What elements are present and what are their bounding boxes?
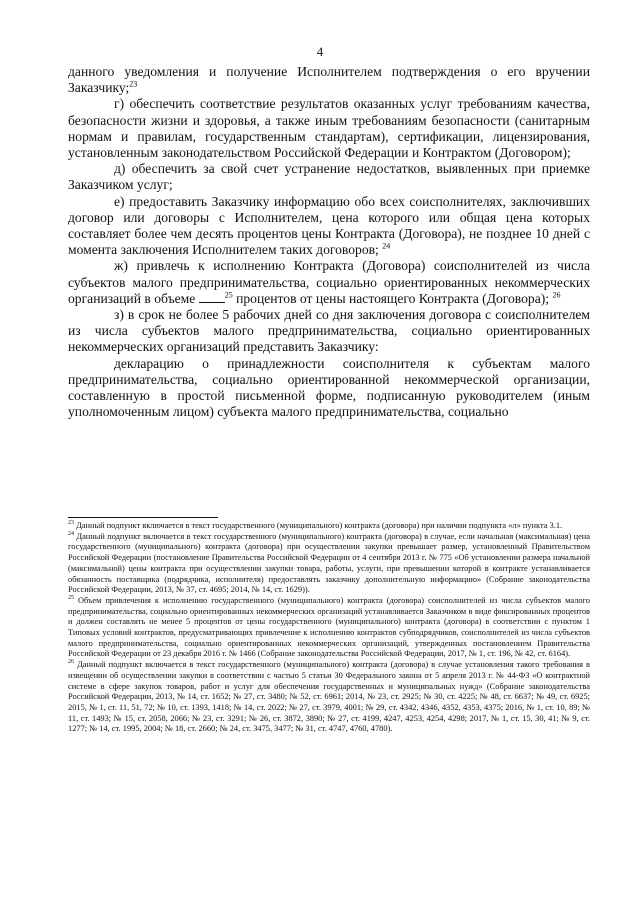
footnotes [68, 521, 590, 735]
paragraph-declaration: декларацию о принадлежности соисполнителя к субъектам малого предпринимательства, социально ориентированной некоммерческой организации, составленную в простой письменной форме, подписанную руководителем (иным уполномоченным лицом) субъекта малого предпринимательства, социально [68, 355, 590, 420]
blank-field [199, 292, 225, 303]
footnote-24: $^{24}$ Данный подпункт включается в текст государственного (муниципального) контракта (договора) в случае, если начальная (максимальная) цена государственного (муниципального) контракта (договора) при осуществлении закупки превышает размер, установленный Правительством Российской Федерации (постановление Правительства Российской Федерации от 4 сентября 2013 г. № 775 «Об установлении размера начальной (максимальной) цены контракта при осуществлении закупки товара, работы, услуги, при превышении которой в контракте устанавливается обязанность поставщика (подрядчика, исполнителя) предоставлять заказчику дополнительную информацию» (Собрание законодательства Российской Федерации, 2013, № 37, ст. 4695; 2014, № 14, ст. 1629)). [68, 530, 591, 595]
footnote-26: $^{26}$ Данный подпункт включается в текст государственного (муниципального) контракта (договора) в случае установления такого требования в извещении об осуществлении закупки в соответствии с частью 5 статьи 30 Федерального закона от 5 апреля 2013 г. № 44-ФЗ «О контрактной системе в сфере закупок товаров, работ и услуг для обеспечения государственных и муниципальных нужд» (Собрание законодательства Российской Федерации, 2013, № 14, ст. 1652; № 27, ст. 3480; № 52, ст. 6961; 2014, № 23, ст. 2925; № 30, ст. 4225; № 48, ст. 6637; № 49, ст. 6925; 2015, № 1, ст. 11, 51, 72; № 10, ст. 1393, 1418; № 14, ст. 2022; № 27, ст. 3979, 4001; № 29, ст. 4342, 4346, 4352, 4353, 4375; 2016, № 1, ст. 10, 89; № 11, ст. 1493; № 15, ст. 2058, 2066; № 23, ст. 3291; № 26, ст. 3872, 3890; № 27, ст. 4199, 4247, 4253, 4254, 4298; 2017, № 1, ст. 15, 30, 41; № 9, ст. 1277; № 14, ст. 1995, 2004; № 18, ст. 2660; № 24, ст. 3475, 3477; № 31, ст. 4747, 4760, 4780). [68, 659, 590, 734]
paragraph-d: д) обеспечить за свой счет устранение недостатков, выявленных при приемке Заказчиком услуг; [68, 161, 590, 193]
footnote-ref-26[interactable]: 26 [552, 290, 561, 300]
paragraph-z: з) в срок не более 5 рабочих дней со дня заключения договора с соисполнителем из числа субъектов малого предпринимательства, социально ориентированных некоммерческих организаций представить Заказчику: [68, 307, 590, 355]
paragraph-zh: ж) привлечь к исполнению Контракта (Договора) соисполнителей из числа субъектов малого предпринимательства, социально ориентированных некоммерческих организаций в объеме $^{25}$ процентов от цены настоящего Контракта (Договора); $^{26}$ [68, 258, 590, 306]
footnote-ref-25[interactable]: 25 [224, 290, 233, 300]
page-number: 4 [316, 44, 324, 59]
footnote-23: $^{23}$ Данный подпункт включается в текст государственного (муниципального) контракта (договора) при наличии подпункта «л» пункта 3.1. [68, 520, 563, 530]
footnote-ref-23[interactable]: 23 [129, 79, 138, 89]
footnote-25: $^{25}$ Объем привлечения к исполнению государственного (муниципального) контракта (договора) соисполнителей из числа субъектов малого предпринимательства, социально ориентированных некоммерческих организаций устанавливается Заказчиком в виде фиксированных процентов и должен составлять не менее 5 процентов от цены государственного (муниципального) контракта (договора) в соответствии с пунктом 1 Типовых условий контрактов, предусматривающих привлечение к исполнению контрактов субподрядчиков, соисполнителей из числа субъектов малого предпринимательства, социально ориентированных некоммерческих организаций, утвержденных постановлением Правительства Российской Федерации от 23 декабря 2016 г. № 1466 (Собрание законодательства Российской Федерации, 2017, № 1, ст. 196, № 42, ст. 6164). [68, 595, 590, 659]
paragraph-1: данного уведомления и получение Исполнителем подтверждения о его вручении Заказчику;$^{23}$ [68, 64, 590, 96]
body-text [68, 64, 590, 420]
footnote-ref-24[interactable]: 24 [382, 241, 391, 251]
footnote-separator [68, 517, 218, 518]
paragraph-e: е) предоставить Заказчику информацию обо всех соисполнителях, заключивших договор или договоры с Исполнителем, цена которого или общая цена которых составляет более чем десять процентов цены Контракта (Договора), не позднее 10 дней с момента заключения Исполнителем таких договоров; $^{24}$ [68, 193, 590, 258]
paragraph-g: г) обеспечить соответствие результатов оказанных услуг требованиям качества, безопасности жизни и здоровья, а также иным требованиям безопасности (санитарным нормам и правилам, государственным стандартам), сертификации, лицензирования, установленным законодательством Российской Федерации и Контрактом (Договором); [68, 96, 590, 161]
